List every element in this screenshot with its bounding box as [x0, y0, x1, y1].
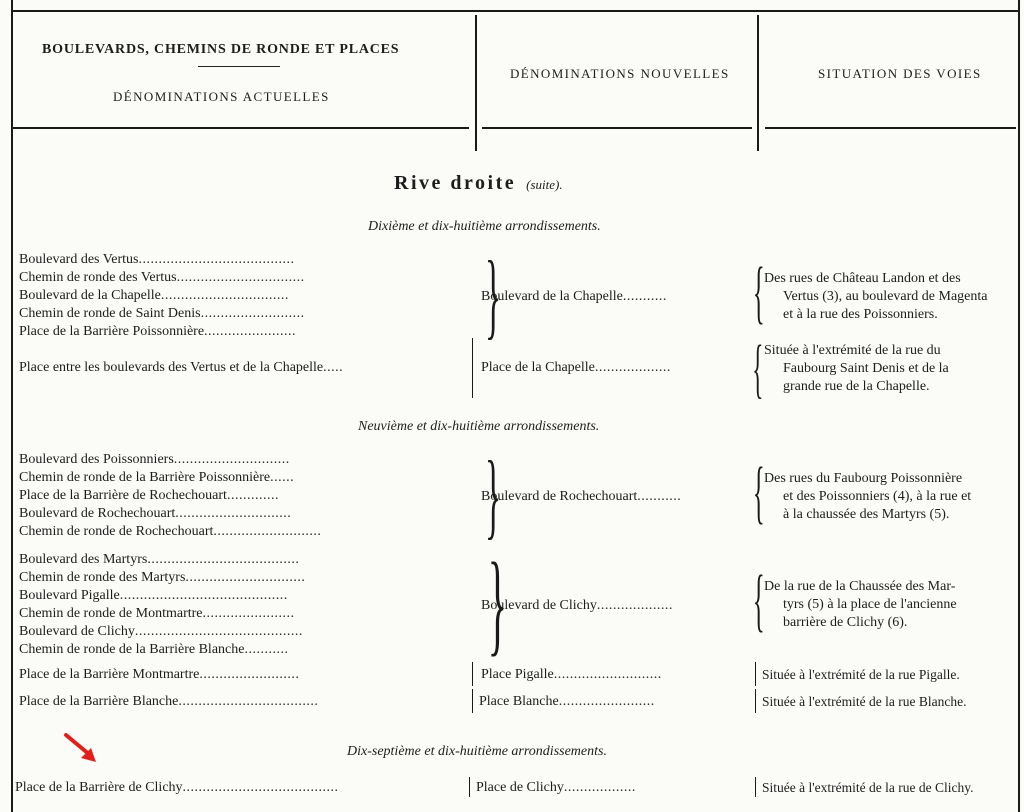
frame-left-border	[11, 0, 13, 812]
group-current-names	[19, 693, 318, 711]
section-heading: Neuvième et dix-huitième arrondissements.	[358, 419, 600, 434]
group-current-names	[19, 451, 321, 541]
column-divider	[755, 662, 756, 686]
current-name: Chemin de ronde de Rochechouart...........................	[19, 524, 322, 539]
header-col1-subtitle: DÉNOMINATIONS ACTUELLES	[113, 89, 330, 104]
heading-suffix: (suite).	[526, 177, 563, 192]
current-name: Chemin de ronde des Vertus................................	[19, 270, 305, 285]
brace-right: {	[752, 454, 765, 531]
frame-top-border	[11, 10, 1020, 12]
group-current-names	[15, 779, 339, 797]
group-new-name: Boulevard de la Chapelle...........	[481, 289, 667, 304]
current-name: Boulevard des Poissonniers.............................	[19, 452, 290, 467]
current-name: Place entre les boulevards des Vertus et de la Chapelle.....	[19, 360, 344, 375]
current-name: Chemin de ronde de Saint Denis..........................	[19, 306, 305, 321]
current-name: Place de la Barrière de Rochechouart.............	[19, 488, 279, 503]
brace-left: }	[484, 241, 502, 348]
group-new-name: Boulevard de Rochechouart...........	[481, 489, 682, 504]
current-name: Place de la Barrière Poissonnière.......................	[19, 324, 297, 339]
group-current-names	[19, 251, 305, 341]
header-col2-title: DÉNOMINATIONS NOUVELLES	[510, 66, 730, 81]
column-divider	[755, 777, 756, 797]
column-divider	[472, 662, 473, 686]
group-current-names	[19, 666, 299, 684]
group-situation: Des rues de Château Landon et des Vertus (3), au boulevard de Magenta et à la rue des Poissonniers.	[764, 271, 988, 322]
current-name: Chemin de ronde de Montmartre.......................	[19, 606, 295, 621]
current-name: Place de la Barrière Montmartre.........................	[19, 667, 300, 682]
section-heading: Dixième et dix-huitième arrondissements.	[368, 219, 601, 234]
heading-title: Rive droite	[394, 172, 517, 194]
group-situation: Située à l'extrémité de la rue du Faubourg Saint Denis et de la grande rue de la Chapelle.	[764, 343, 949, 394]
current-name: Chemin de ronde de la Barrière Poissonnière......	[19, 470, 295, 485]
column-divider	[472, 338, 473, 398]
brace-right: {	[752, 254, 765, 331]
page-heading	[394, 172, 563, 195]
group-current-names	[19, 359, 343, 377]
group-new-name: Place Blanche........................	[479, 694, 655, 709]
header-divider-2	[757, 15, 759, 151]
current-name: Boulevard de la Chapelle................................	[19, 288, 289, 303]
group-situation: Située à l'extrémité de la rue Pigalle.	[762, 667, 960, 682]
group-new-name: Place de la Chapelle...................	[481, 360, 671, 375]
current-name: Chemin de ronde de la Barrière Blanche...........	[19, 642, 289, 657]
column-divider	[472, 689, 473, 713]
current-name: Boulevard Pigalle..........................................	[19, 588, 288, 603]
current-name: Boulevard des Martyrs......................................	[19, 552, 300, 567]
group-new-name: Boulevard de Clichy...................	[481, 598, 673, 613]
header-rule-col3	[765, 127, 1016, 129]
current-name: Chemin de ronde des Martyrs..............................	[19, 570, 306, 585]
group-current-names	[19, 551, 305, 659]
frame-right-border	[1018, 0, 1020, 812]
header-col3-title: SITUATION DES VOIES	[818, 66, 982, 81]
brace-right: {	[752, 332, 764, 405]
current-name: Boulevard des Vertus.......................................	[19, 252, 295, 267]
brace-left: }	[484, 441, 502, 548]
column-divider	[755, 689, 756, 713]
header-col1-title: BOULEVARDS, CHEMINS DE RONDE ET PLACES	[42, 42, 400, 57]
header-rule-col2	[482, 127, 752, 129]
header-col1-rule	[198, 66, 280, 67]
group-new-name: Place Pigalle...........................	[481, 667, 662, 682]
section-heading: Dix-septième et dix-huitième arrondissements.	[347, 744, 607, 759]
current-name: Place de la Barrière de Clichy.......................................	[15, 780, 339, 795]
header-rule-col1	[13, 127, 469, 129]
group-situation: De la rue de la Chaussée des Mar- tyrs (5) à la place de l'ancienne barrière de Clichy (6).	[764, 579, 957, 630]
group-situation: Située à l'extrémité de la rue de Clichy.	[762, 780, 974, 795]
group-situation: Des rues du Faubourg Poissonnière et des Poissonniers (4), à la rue et à la chaussée des Martyrs (5).	[764, 471, 972, 522]
current-name: Place de la Barrière Blanche...................................	[19, 694, 319, 709]
group-new-name: Place de Clichy..................	[476, 780, 636, 795]
brace-left: }	[487, 539, 507, 666]
current-name: Boulevard de Rochechouart.............................	[19, 506, 292, 521]
red-arrow-icon	[62, 731, 102, 767]
brace-right: {	[752, 562, 765, 639]
header-divider-1	[475, 15, 477, 151]
current-name: Boulevard de Clichy..........................................	[19, 624, 303, 639]
column-divider	[469, 777, 470, 797]
group-situation: Située à l'extrémité de la rue Blanche.	[762, 694, 967, 709]
